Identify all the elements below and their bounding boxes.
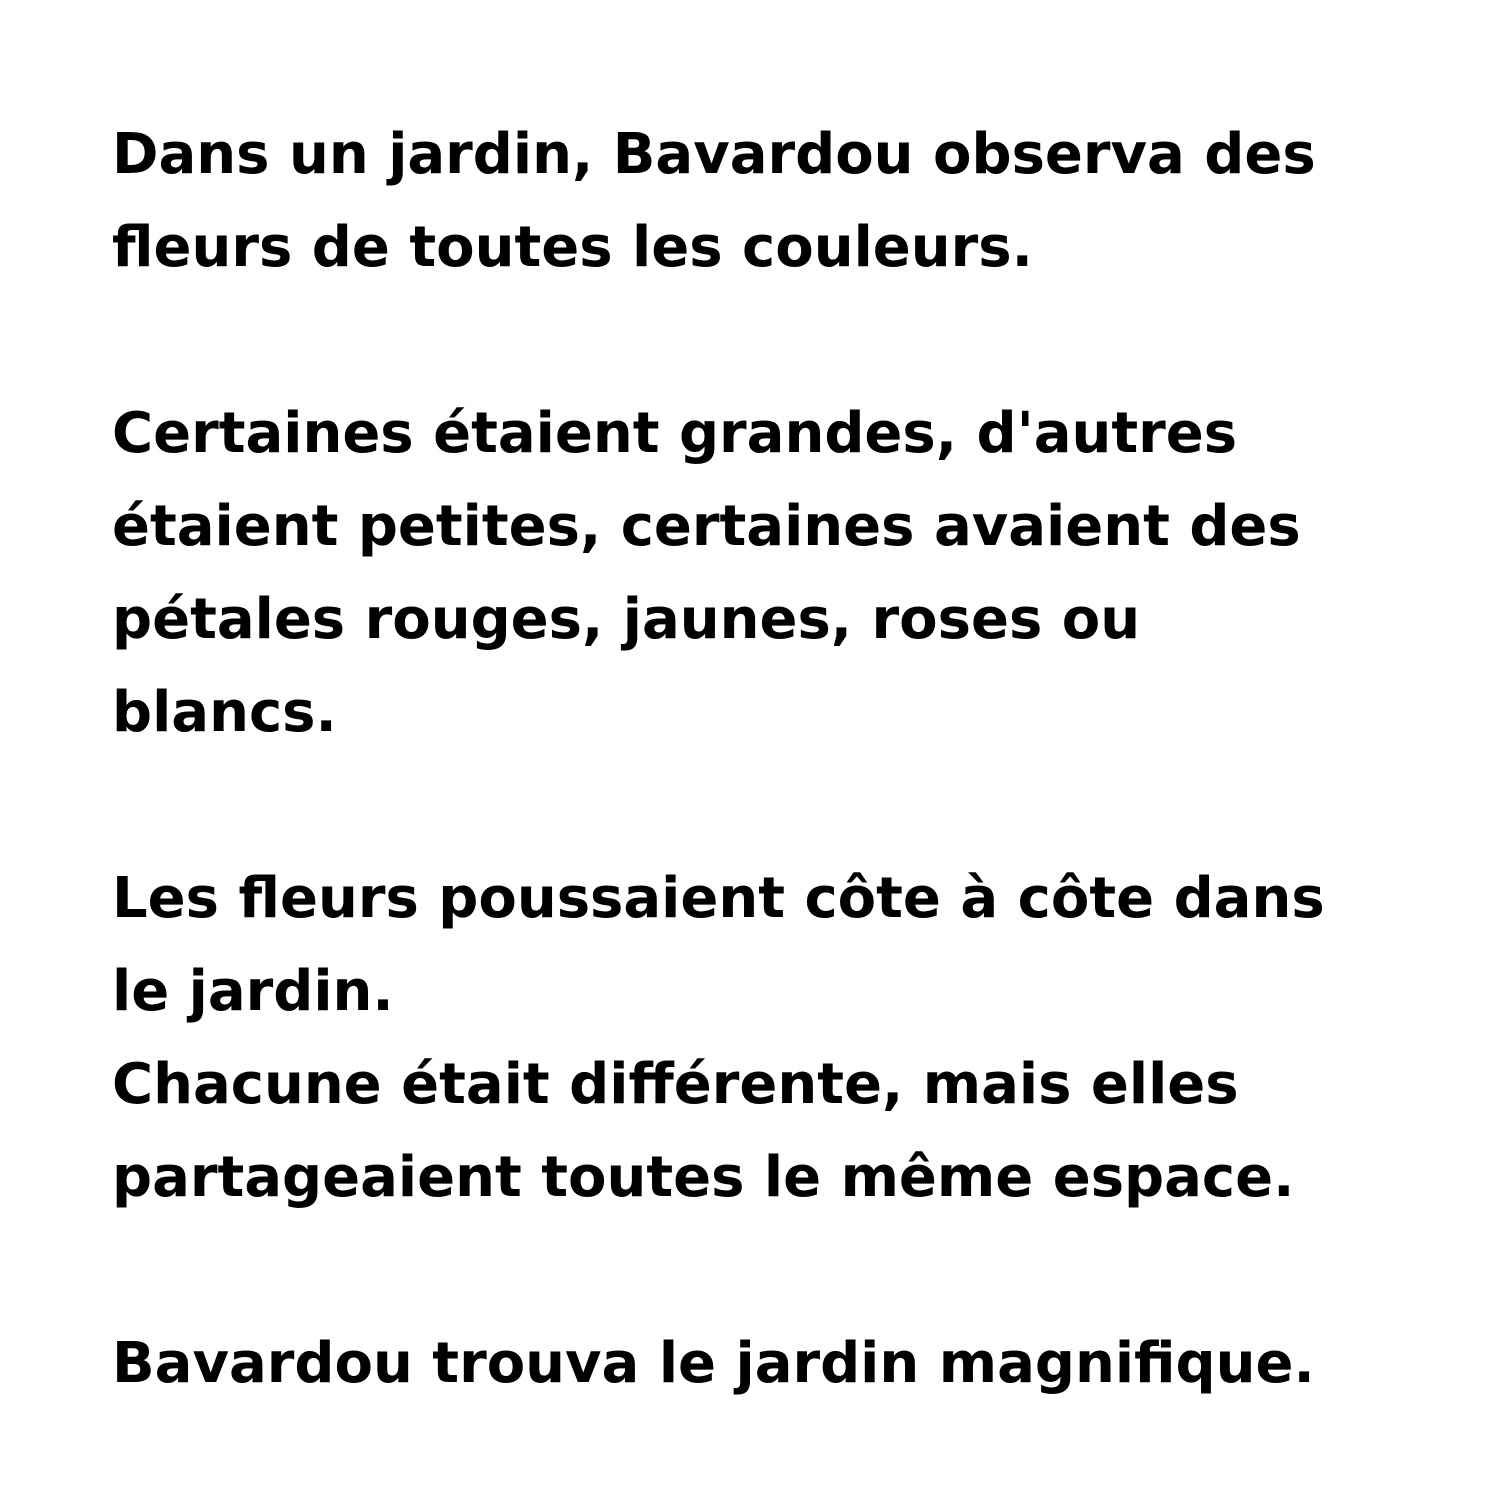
story-text	[112, 108, 1402, 1410]
text-line: étaient petites, certaines avaient des	[112, 494, 1301, 559]
text-line: pétales rouges, jaunes, roses ou	[112, 587, 1141, 652]
text-line: partageaient toutes le même espace.	[112, 1145, 1295, 1210]
paragraph-2	[112, 387, 1402, 759]
text-line: blancs.	[112, 680, 337, 745]
paragraph-1	[112, 108, 1402, 294]
text-line: le jardin.	[112, 959, 394, 1024]
paragraph-3	[112, 852, 1402, 1224]
text-line: Les fleurs poussaient côte à côte dans	[112, 866, 1325, 931]
paragraph-4	[112, 1317, 1402, 1410]
paragraph-spacer	[112, 1224, 1402, 1317]
paragraph-spacer	[112, 759, 1402, 852]
text-line: Certaines étaient grandes, d'autres	[112, 401, 1238, 466]
text-line: Dans un jardin, Bavardou observa des	[112, 122, 1316, 187]
text-line: fleurs de toutes les couleurs.	[112, 215, 1033, 280]
text-line: Bavardou trouva le jardin magnifique.	[112, 1331, 1315, 1396]
text-line: Chacune était différente, mais elles	[112, 1052, 1239, 1117]
paragraph-spacer	[112, 294, 1402, 387]
